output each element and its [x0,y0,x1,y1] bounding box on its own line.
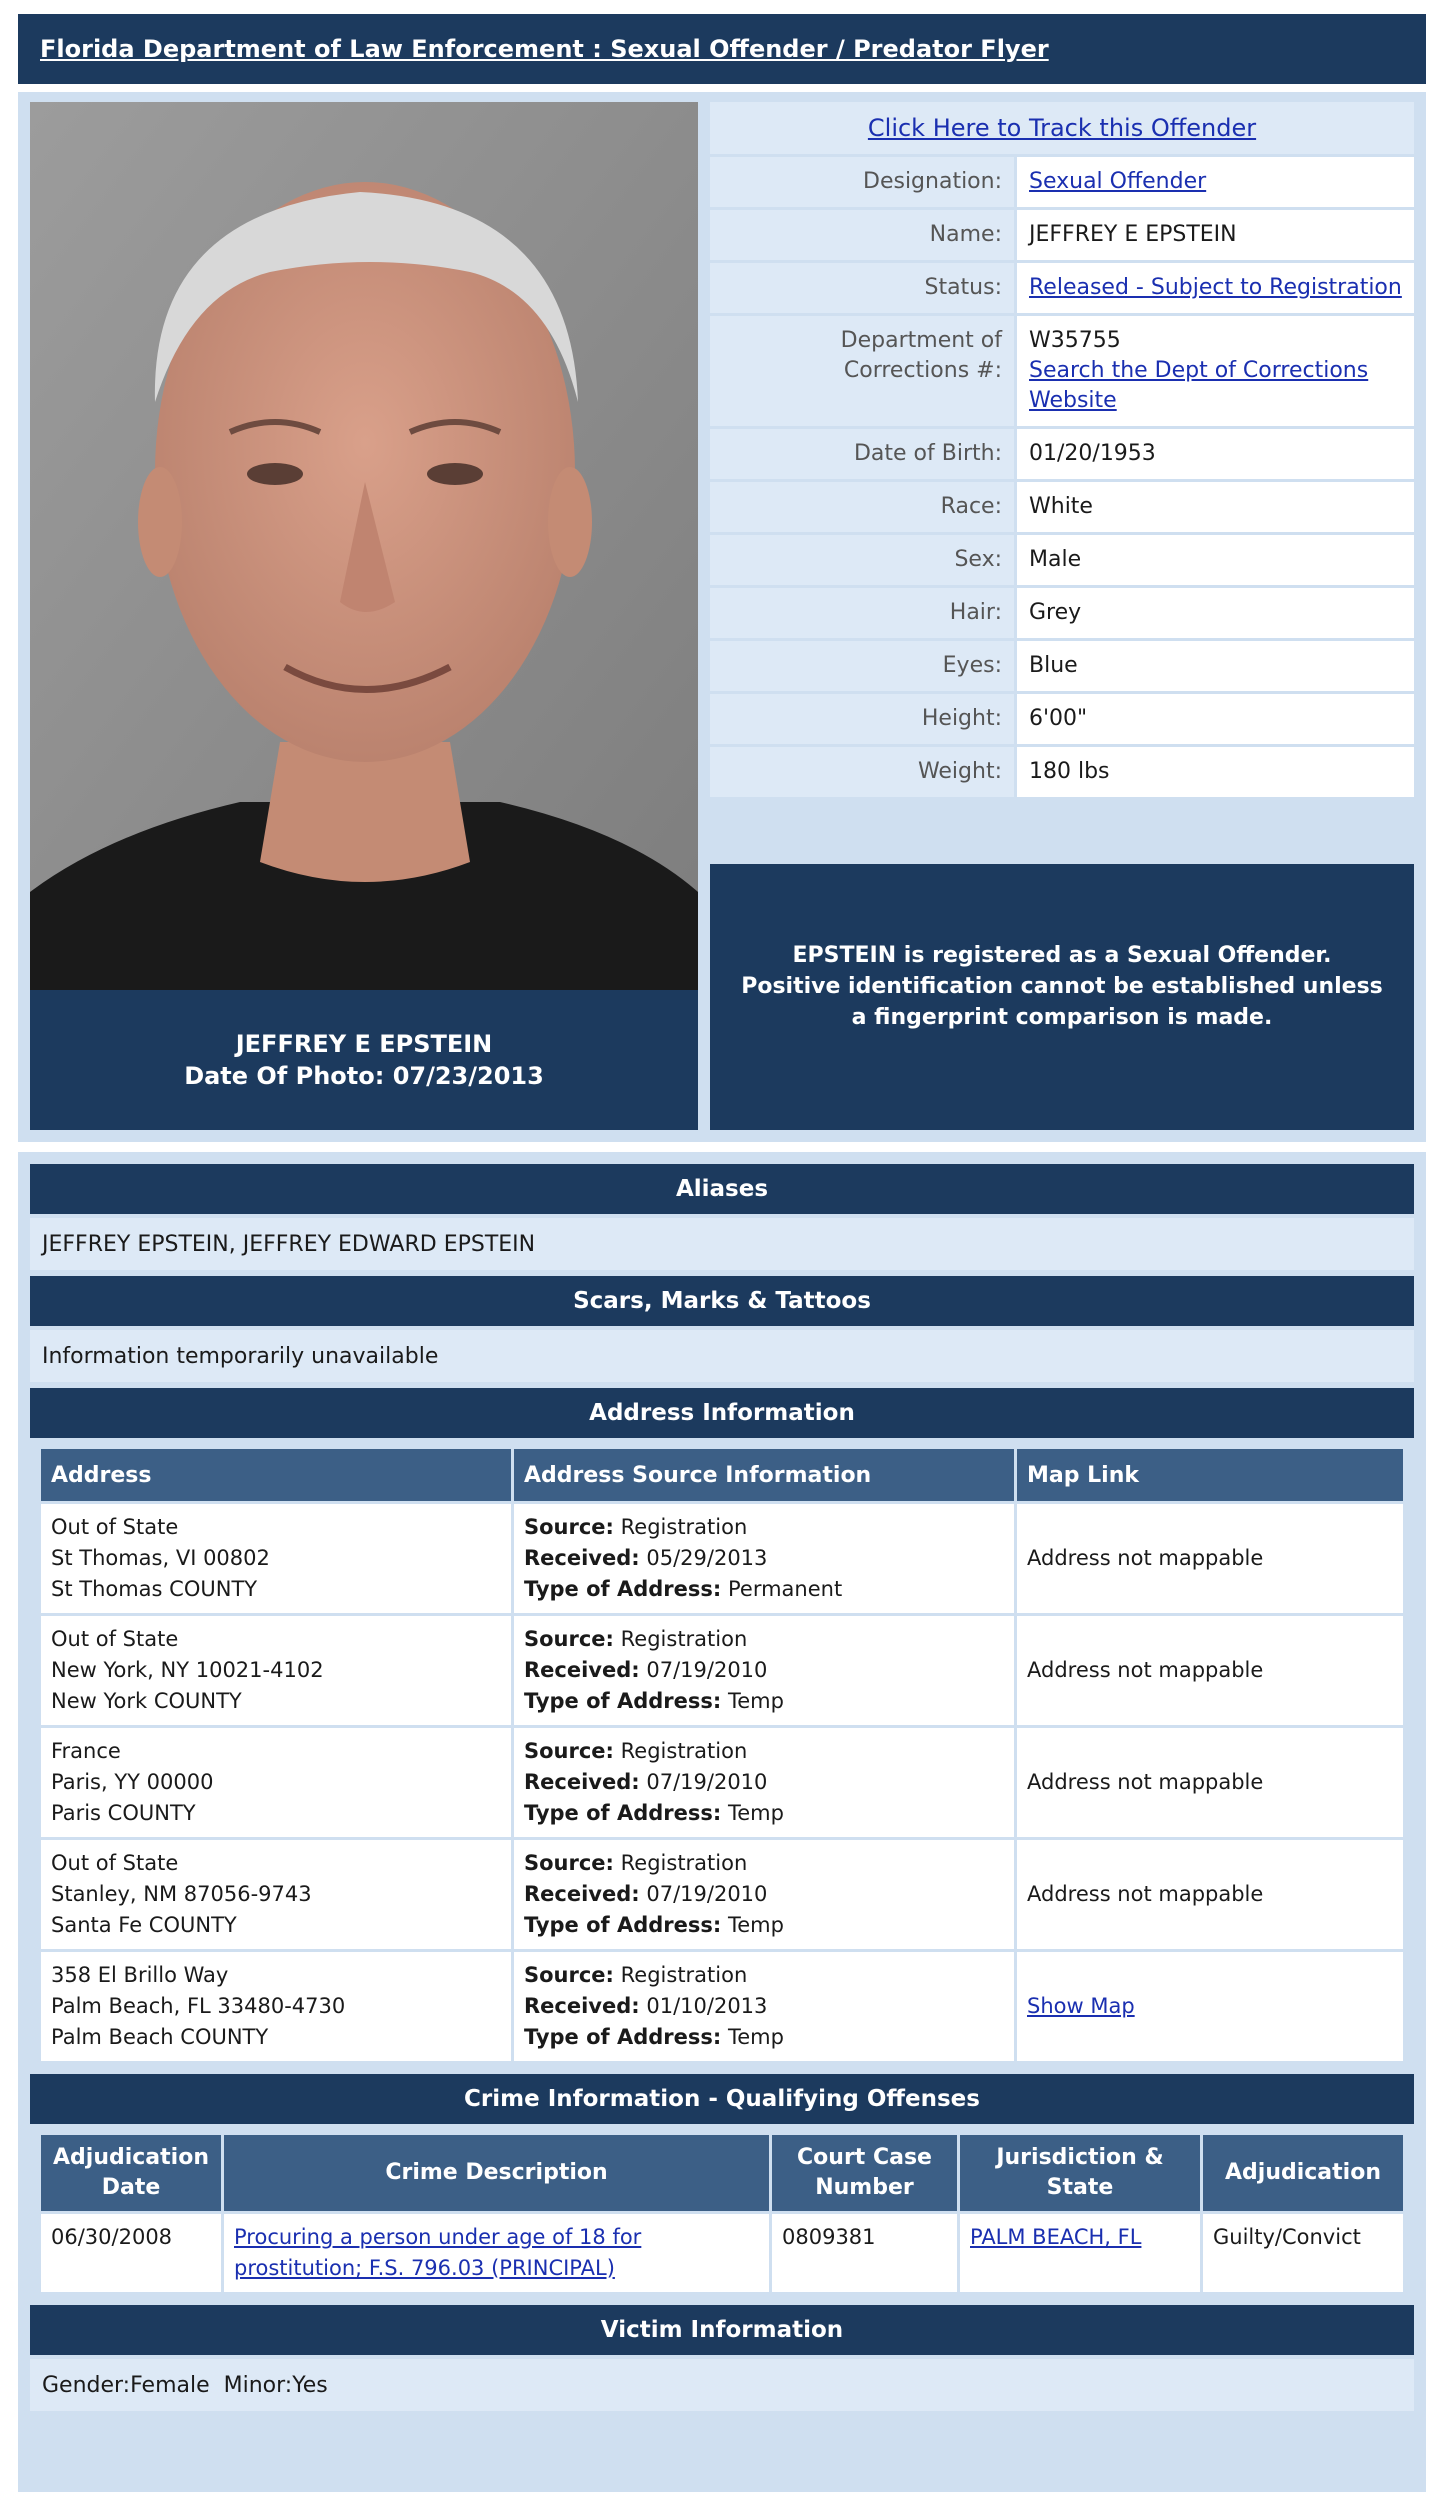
jurisdiction-cell [960,2214,1200,2292]
scars-header: Scars, Marks & Tattoos [30,1276,1414,1326]
track-offender-link[interactable]: Click Here to Track this Offender [867,114,1257,142]
received-value: 07/19/2010 [646,1658,768,1682]
detail-value: JEFFREY E EPSTEIN [1017,210,1414,260]
address-line: France [51,1739,121,1763]
designation-link[interactable]: Sexual Offender [1029,169,1207,194]
detail-race [710,482,1414,532]
type-line [524,2022,1004,2053]
table-row [41,1728,1403,1837]
detail-label: Height: [710,694,1014,744]
address-table [38,1446,1406,2064]
page-title-bar [18,14,1426,84]
address-line: Out of State [51,1515,179,1539]
type-line [524,1798,1004,1829]
address-cell [41,1952,511,2061]
table-row [41,2214,1403,2292]
status-link[interactable]: Released - Subject to Registration [1029,275,1402,300]
type-line [524,1686,1004,1717]
adjudication-cell: Guilty/Convict [1203,2214,1403,2292]
crime-description-cell [224,2214,769,2292]
source-value: Registration [620,1627,748,1651]
address-line: Stanley, NM 87056-9743 [51,1882,312,1906]
type-value: Temp [727,1801,784,1825]
received-line [524,1991,1004,2022]
type-value: Permanent [727,1577,843,1601]
source-label: Source: [524,1627,614,1651]
source-cell [514,1616,1014,1725]
detail-designation [710,157,1414,207]
received-label: Received: [524,1882,640,1906]
detail-status [710,263,1414,313]
detail-label: Department of Corrections #: [710,316,1014,426]
source-value: Registration [620,1515,748,1539]
address-cell [41,1728,511,1837]
photo-date-caption: Date Of Photo: 07/23/2013 [184,1062,544,1090]
column-header: Adjudication [1203,2135,1403,2211]
map-cell: Address not mappable [1017,1728,1403,1837]
offender-photo-image [30,102,698,990]
table-row [41,1952,1403,2061]
address-line: Out of State [51,1851,179,1875]
jurisdiction-link[interactable]: PALM BEACH, FL [970,2225,1142,2249]
doc-number: W35755 [1029,328,1121,353]
type-value: Temp [727,1913,784,1937]
address-line: St Thomas, VI 00802 [51,1546,270,1570]
detail-hair [710,588,1414,638]
detail-value: Grey [1017,588,1414,638]
address-cell [41,1616,511,1725]
source-label: Source: [524,1515,614,1539]
address-line: Paris, YY 00000 [51,1770,214,1794]
map-cell: Address not mappable [1017,1840,1403,1949]
received-label: Received: [524,1658,640,1682]
registration-notice: EPSTEIN is registered as a Sexual Offender. Positive identification cannot be established unless a fingerprint comparison is made. [710,864,1414,1130]
received-value: 07/19/2010 [646,1770,768,1794]
received-label: Received: [524,1546,640,1570]
type-line [524,1574,1004,1605]
source-value: Registration [620,1851,748,1875]
detail-label: Weight: [710,747,1014,797]
table-row [41,1616,1403,1725]
detail-height [710,694,1414,744]
search-doc-website-link[interactable]: Search the Dept of Corrections Website [1029,358,1369,413]
detail-sex [710,535,1414,585]
offender-summary-panel [18,92,1426,1142]
detail-label: Hair: [710,588,1014,638]
address-line: Out of State [51,1627,179,1651]
address-cell [41,1504,511,1613]
detail-weight [710,747,1414,797]
aliases-header: Aliases [30,1164,1414,1214]
court-case-cell: 0809381 [772,2214,957,2292]
map-cell: Address not mappable [1017,1504,1403,1613]
adjudication-date-cell: 06/30/2008 [41,2214,221,2292]
offender-name-caption: JEFFREY E EPSTEIN [235,1030,493,1058]
detail-doc-number [710,316,1414,426]
address-line: Palm Beach COUNTY [51,2025,269,2049]
crime-table [38,2132,1406,2295]
source-line [524,1624,1004,1655]
detail-dob [710,429,1414,479]
detail-value: 180 lbs [1017,747,1414,797]
detail-label: Designation: [710,157,1014,207]
received-line [524,1879,1004,1910]
type-label: Type of Address: [524,1801,722,1825]
table-row [41,1840,1403,1949]
column-header: Adjudication Date [41,2135,221,2211]
crime-table-header [41,2135,1403,2211]
column-header: Map Link [1017,1449,1403,1501]
column-header: Address [41,1449,511,1501]
detail-eyes [710,641,1414,691]
map-cell: Address not mappable [1017,1616,1403,1725]
offender-details [710,102,1414,800]
source-line [524,1848,1004,1879]
detail-value: Male [1017,535,1414,585]
source-label: Source: [524,1963,614,1987]
type-label: Type of Address: [524,1689,722,1713]
page-title[interactable]: Florida Department of Law Enforcement : Sexual Offender / Predator Flyer [40,35,1049,63]
source-cell [514,1952,1014,2061]
source-value: Registration [620,1739,748,1763]
received-label: Received: [524,1770,640,1794]
received-label: Received: [524,1994,640,2018]
received-line [524,1655,1004,1686]
address-line: St Thomas COUNTY [51,1577,258,1601]
address-header: Address Information [30,1388,1414,1438]
source-value: Registration [620,1963,748,1987]
received-line [524,1767,1004,1798]
address-table-header [41,1449,1403,1501]
show-map-link[interactable]: Show Map [1027,1994,1135,2018]
received-value: 05/29/2013 [646,1546,768,1570]
detail-name [710,210,1414,260]
crime-description-link[interactable]: Procuring a person under age of 18 for prostitution; F.S. 796.03 (PRINCIPAL) [234,2225,642,2280]
address-line: 358 El Brillo Way [51,1963,229,1987]
address-line: Santa Fe COUNTY [51,1913,237,1937]
source-cell [514,1504,1014,1613]
address-line: Paris COUNTY [51,1801,196,1825]
detail-label: Eyes: [710,641,1014,691]
detail-label: Sex: [710,535,1014,585]
map-cell [1017,1952,1403,2061]
detail-value [1017,157,1414,207]
photo-panel [30,102,698,1130]
address-table-wrap [30,1438,1414,2068]
source-label: Source: [524,1739,614,1763]
table-row [41,1504,1403,1613]
aliases-text: JEFFREY EPSTEIN, JEFFREY EDWARD EPSTEIN [30,1218,1414,1270]
track-offender-row [710,102,1414,154]
address-cell [41,1840,511,1949]
scars-text: Information temporarily unavailable [30,1330,1414,1382]
detail-value [1017,263,1414,313]
detail-label: Date of Birth: [710,429,1014,479]
type-value: Temp [727,2025,784,2049]
offender-photo [30,102,698,990]
column-header: Crime Description [224,2135,769,2211]
victim-text: Gender:Female Minor:Yes [30,2359,1414,2411]
source-cell [514,1728,1014,1837]
address-line: Palm Beach, FL 33480-4730 [51,1994,346,2018]
received-line [524,1543,1004,1574]
type-line [524,1910,1004,1941]
detail-label: Status: [710,263,1014,313]
offender-records-panel [18,1152,1426,2492]
column-header: Address Source Information [514,1449,1014,1501]
received-value: 07/19/2010 [646,1882,768,1906]
photo-caption [30,990,698,1130]
source-cell [514,1840,1014,1949]
source-label: Source: [524,1851,614,1875]
address-line: New York COUNTY [51,1689,242,1713]
address-line: New York, NY 10021-4102 [51,1658,324,1682]
detail-value: Blue [1017,641,1414,691]
received-value: 01/10/2013 [646,1994,768,2018]
source-line [524,1736,1004,1767]
type-label: Type of Address: [524,1577,722,1601]
detail-value: 01/20/1953 [1017,429,1414,479]
column-header: Court Case Number [772,2135,957,2211]
detail-value [1017,316,1414,426]
detail-label: Name: [710,210,1014,260]
detail-value: 6'00" [1017,694,1414,744]
detail-label: Race: [710,482,1014,532]
victim-header: Victim Information [30,2305,1414,2355]
source-line [524,1512,1004,1543]
detail-value: White [1017,482,1414,532]
type-label: Type of Address: [524,2025,722,2049]
type-label: Type of Address: [524,1913,722,1937]
crime-header: Crime Information - Qualifying Offenses [30,2074,1414,2124]
type-value: Temp [727,1689,784,1713]
source-line [524,1960,1004,1991]
column-header: Jurisdiction & State [960,2135,1200,2211]
crime-table-wrap [30,2124,1414,2299]
